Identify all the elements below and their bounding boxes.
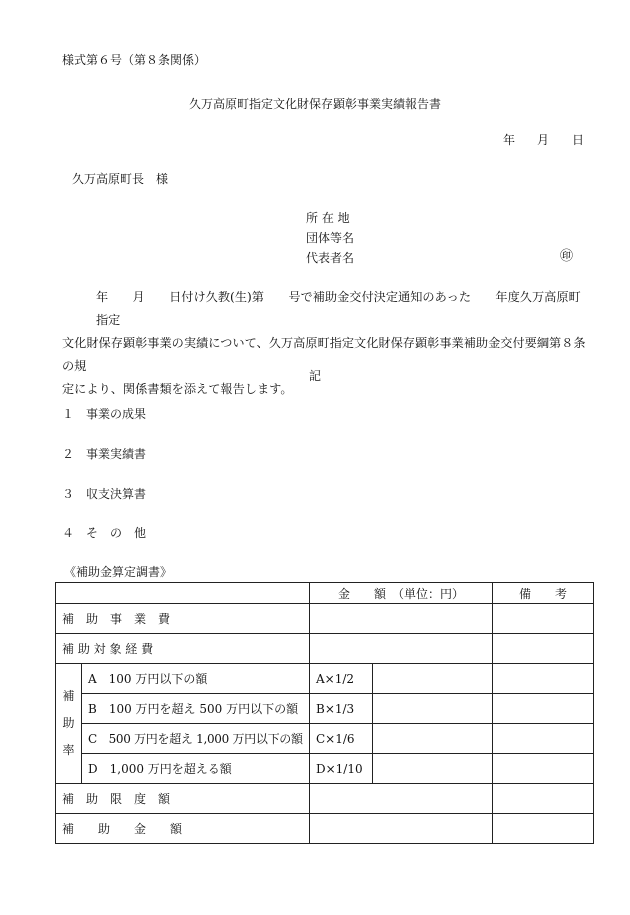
item-label: 事業の成果 — [86, 407, 147, 421]
row-project-cost — [56, 604, 594, 634]
rate-a-label: A 100 万円以下の額 — [82, 664, 310, 694]
rate-b-formula: B×1/3 — [310, 694, 373, 724]
item-number: ２ — [62, 447, 75, 461]
note-limit — [493, 784, 594, 814]
value-project-cost — [310, 604, 493, 634]
rate-char-1: 補 — [62, 689, 75, 703]
row-rate-d — [56, 754, 594, 784]
label-project-cost: 補 助 事 業 費 — [56, 604, 310, 634]
subsidy-calculation-table — [55, 582, 594, 844]
item-number: ３ — [62, 487, 75, 501]
rate-a-formula: A×1/2 — [310, 664, 373, 694]
label-eligible-cost: 補 助 対 象 経 費 — [56, 634, 310, 664]
value-eligible-cost — [310, 634, 493, 664]
row-rate-b — [56, 694, 594, 724]
ki-heading: 記 — [308, 369, 321, 383]
rate-a-note — [493, 664, 594, 694]
rate-c-label: C 500 万円を超え 1,000 万円以下の額 — [82, 724, 310, 754]
rate-b-label: B 100 万円を超え 500 万円以下の額 — [82, 694, 310, 724]
document-title: 久万高原町指定文化財保存顕彰事業実績報告書 — [188, 97, 441, 111]
row-rate-c — [56, 724, 594, 754]
date-year: 年 — [503, 133, 516, 147]
item-number: １ — [62, 407, 75, 421]
rate-b-value — [373, 694, 493, 724]
item-number: ４ — [62, 526, 75, 540]
item-2 — [62, 446, 146, 462]
row-subsidy-amount — [56, 814, 594, 844]
header-amount: 金 額 （単位：円） — [310, 583, 493, 604]
rate-b-note — [493, 694, 594, 724]
value-subsidy-amount — [310, 814, 493, 844]
representative-label: 代表者名 — [306, 251, 355, 265]
rate-char-2: 助 — [62, 716, 75, 730]
rate-d-formula: D×1/10 — [310, 754, 373, 784]
item-label: 収支決算書 — [86, 487, 147, 501]
note-project-cost — [493, 604, 594, 634]
header-note: 備 考 — [493, 583, 594, 604]
table-caption: 《補助金算定調書》 — [64, 565, 173, 579]
seal-mark: ㊞ — [560, 249, 574, 264]
table-header-row — [56, 583, 594, 604]
note-eligible-cost — [493, 634, 594, 664]
label-subsidy-rate — [56, 664, 82, 784]
item-4 — [62, 525, 146, 541]
item-3 — [62, 486, 146, 502]
item-label: そ の 他 — [86, 526, 147, 540]
row-limit — [56, 784, 594, 814]
addressee: 久万高原町長 様 — [72, 172, 169, 186]
label-subsidy-amount: 補 助 金 額 — [56, 814, 310, 844]
rate-d-value — [373, 754, 493, 784]
header-blank — [56, 583, 310, 604]
rate-d-note — [493, 754, 594, 784]
report-body-line3: 定により、関係書類を添えて報告します。 — [62, 382, 293, 396]
item-1 — [62, 406, 146, 422]
date-day: 日 — [572, 133, 585, 147]
rate-a-value — [373, 664, 493, 694]
org-name-label: 団体等名 — [306, 231, 355, 245]
rate-c-formula: C×1/6 — [310, 724, 373, 754]
report-body-line2: 文化財保存顕彰事業の実績について、久万高原町指定文化財保存顕彰事業補助金交付要綱第８条の規 — [62, 336, 586, 373]
rate-c-value — [373, 724, 493, 754]
row-eligible-cost — [56, 634, 594, 664]
rate-c-note — [493, 724, 594, 754]
value-limit — [310, 784, 493, 814]
date-month: 月 — [537, 133, 550, 147]
report-body-line1: 年 月 日付け久教(生)第 号で補助金交付決定通知のあった 年度久万高原町指定 — [96, 290, 581, 327]
row-rate-a — [56, 664, 594, 694]
form-number: 様式第６号（第８条関係） — [62, 53, 207, 67]
rate-d-label: D 1,000 万円を超える額 — [82, 754, 310, 784]
note-subsidy-amount — [493, 814, 594, 844]
rate-char-3: 率 — [62, 743, 75, 757]
item-label: 事業実績書 — [86, 447, 147, 461]
label-limit: 補 助 限 度 額 — [56, 784, 310, 814]
address-label: 所 在 地 — [306, 211, 350, 225]
